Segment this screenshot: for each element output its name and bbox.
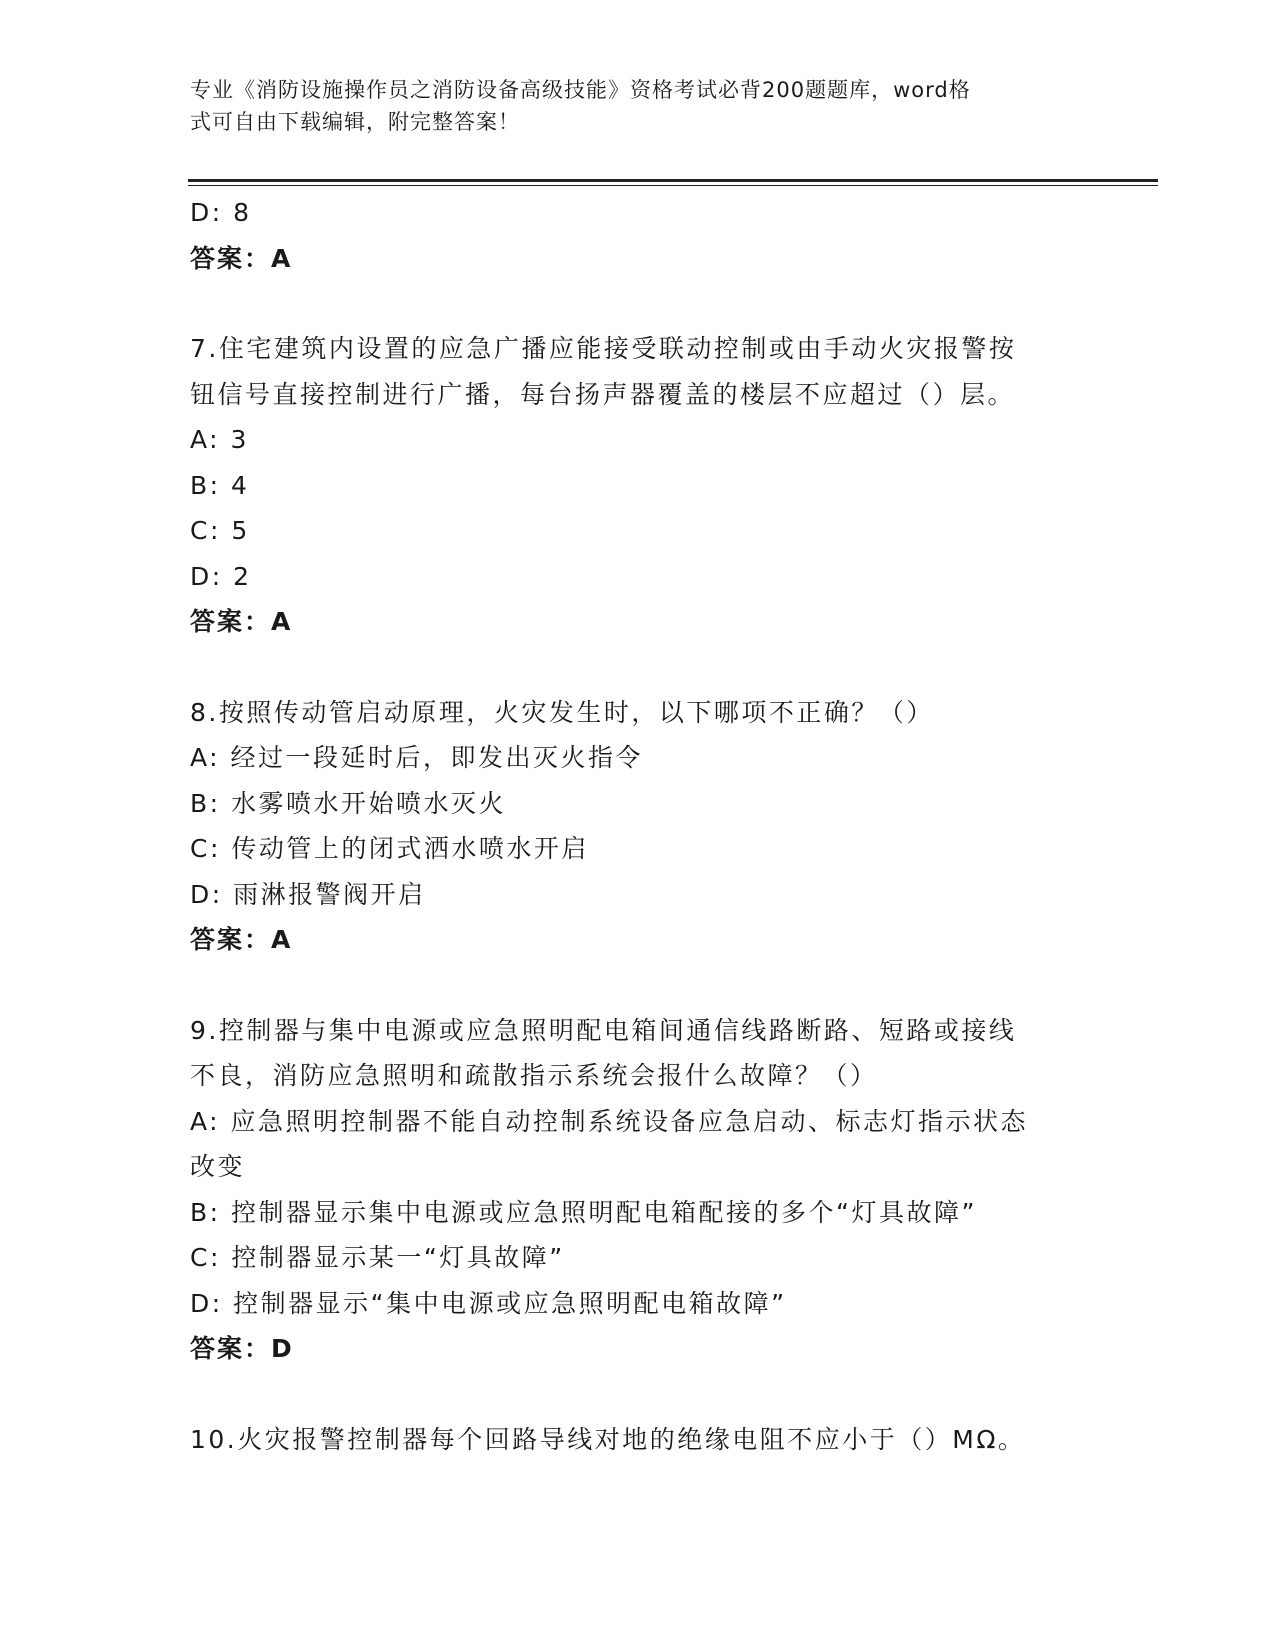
question-10 (190, 1417, 1090, 1463)
question-content (190, 190, 1090, 1462)
question-8 (190, 690, 1090, 963)
option-a: A: 经过一段延时后，即发出灭火指令 (190, 743, 644, 772)
option-d: D: 8 (190, 198, 252, 227)
spacer (190, 281, 1090, 326)
header-divider-thick (188, 179, 1158, 182)
question-stem: 7.住宅建筑内设置的应急广播应能接受联动控制或由手动火灾报警按 (190, 334, 1017, 363)
option-b: B: 4 (190, 470, 250, 500)
question-9 (190, 1008, 1090, 1372)
header-line-1: 专业《消防设施操作员之消防设备高级技能》资格考试必背200题题库，word格 (190, 78, 971, 102)
answer-label: 答案： (190, 1334, 272, 1363)
answer-label: 答案： (190, 925, 272, 954)
answer-line (190, 599, 1090, 645)
header-divider-thin (188, 185, 1158, 186)
spacer (190, 1372, 1090, 1417)
answer-line (190, 236, 1090, 282)
question-stem: 8.按照传动管启动原理，火灾发生时，以下哪项不正确？（） (190, 697, 934, 727)
spacer (190, 645, 1090, 690)
answer-line (190, 917, 1090, 963)
option-b: B: 水雾喷水开始喷水灭火 (190, 788, 507, 818)
question-stem-cont: 不良，消防应急照明和疏散指示系统会报什么故障？（） (190, 1061, 878, 1090)
answer-value: D (271, 1334, 294, 1363)
answer-value: A (271, 925, 293, 954)
answer-value: A (271, 607, 293, 636)
answer-value: A (271, 243, 293, 273)
answer-label: 答案： (190, 243, 272, 273)
option-d: D: 控制器显示“集中电源或应急照明配电箱故障” (190, 1288, 787, 1318)
option-a: A: 3 (190, 425, 249, 454)
option-d: D: 2 (190, 561, 252, 591)
question-6-fragment (190, 190, 1090, 281)
option-c: C: 5 (190, 516, 250, 545)
question-7 (190, 326, 1090, 645)
question-stem-cont: 钮信号直接控制进行广播，每台扬声器覆盖的楼层不应超过（）层。 (190, 379, 1016, 409)
option-b: B: 控制器显示集中电源或应急照明配电箱配接的多个“灯具故障” (190, 1197, 977, 1227)
option-a: A: 应急照明控制器不能自动控制系统设备应急启动、标志灯指示状态 (190, 1106, 1029, 1136)
option-a-cont: 改变 (190, 1152, 246, 1181)
answer-line (190, 1326, 1090, 1372)
spacer (190, 963, 1090, 1008)
option-d: D: 雨淋报警阀开启 (190, 879, 426, 909)
question-stem: 9.控制器与集中电源或应急照明配电箱间通信线路断路、短路或接线 (190, 1015, 1017, 1045)
question-stem: 10.火灾报警控制器每个回路导线对地的绝缘电阻不应小于（）MΩ。 (190, 1424, 1026, 1454)
answer-label: 答案： (190, 607, 272, 636)
page-header (190, 74, 1070, 138)
option-c: C: 控制器显示某一“灯具故障” (190, 1243, 565, 1272)
header-line-2: 式可自由下载编辑，附完整答案！ (190, 110, 520, 134)
option-c: C: 传动管上的闭式洒水喷水开启 (190, 834, 589, 863)
